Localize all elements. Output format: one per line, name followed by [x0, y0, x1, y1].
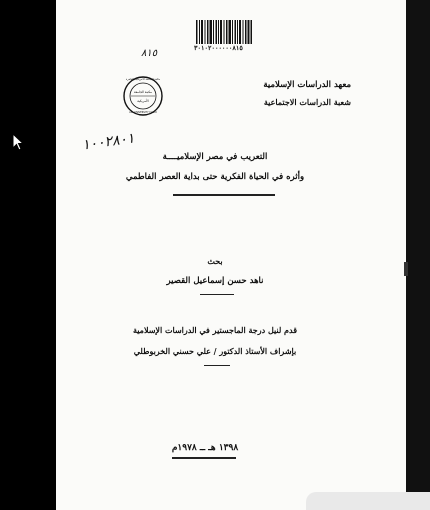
stamp-inner-bottom: الأمريكية [137, 99, 149, 103]
author-name: ناهد حسن إسماعيل القصير [166, 276, 264, 286]
stamp-outer-top: مكتبة الجامعة الأمريكية بالقاهرة [125, 78, 161, 81]
title-underline [173, 194, 275, 196]
thesis-date: ١٣٩٨ هـ ــ ١٩٧٨م [171, 443, 239, 453]
department-name: شعبة الدراسات الاجتماعية [263, 97, 351, 107]
handwritten-number: ١٠٠٢٨٠١ [81, 130, 136, 154]
stamp-number: ٨١٥ [141, 48, 158, 59]
mouse-cursor-icon [12, 133, 24, 151]
barcode-icon [196, 20, 252, 44]
submission-line1: قدم لنيل درجة الماجستير في الدراسات الإسلامية [132, 325, 298, 335]
byline-label: بحث [207, 256, 223, 266]
scanner-edge [406, 0, 430, 510]
corner-panel [306, 492, 430, 510]
document-page [56, 0, 406, 510]
stamp-inner-top: مكتبة الجامعة [134, 90, 152, 94]
thesis-title-line2: وأثره في الحياة الفكرية حتى بداية العصر الفاطمي [125, 172, 305, 182]
submission-underline [204, 365, 230, 366]
author-underline [200, 294, 234, 295]
stamp-outer-bottom: AM. UNIVERSITY CAIRO [129, 111, 157, 114]
library-stamp [123, 66, 163, 126]
date-underline [172, 457, 236, 459]
institute-name: معهد الدراسات الإسلامية [263, 80, 351, 90]
thesis-title-line1: التعريب في مصر الإسلاميــــة [162, 152, 268, 162]
barcode-number: ٣٠١٠٢٠٠٠٠٠٠٨١٥ [194, 44, 243, 52]
supervisor-line: بإشراف الأستاذ الدكتور / علي حسني الخربوطلي [133, 346, 297, 356]
